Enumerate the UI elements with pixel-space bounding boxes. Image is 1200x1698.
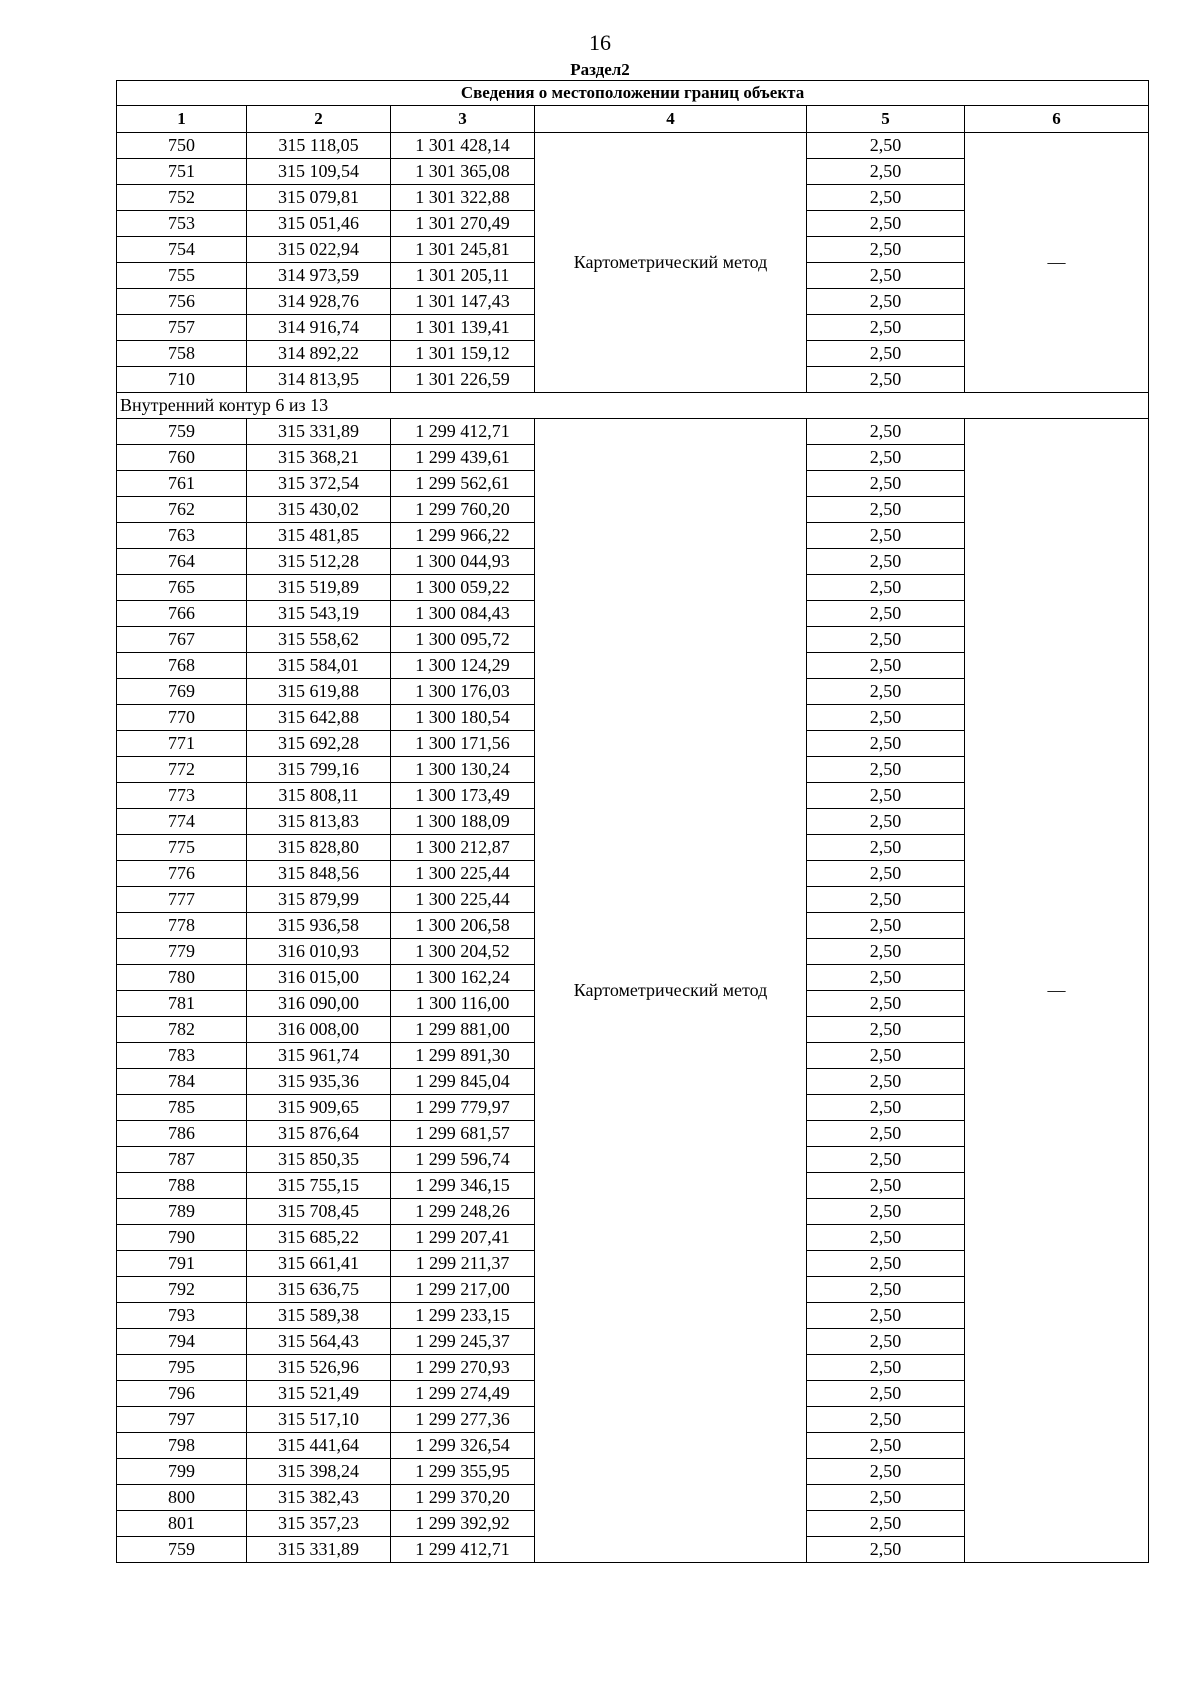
x-coordinate-cell: 315 661,41 bbox=[247, 1251, 391, 1277]
point-number-cell: 793 bbox=[117, 1303, 247, 1329]
point-number-cell: 785 bbox=[117, 1095, 247, 1121]
x-coordinate-cell: 315 109,54 bbox=[247, 159, 391, 185]
point-number-cell: 799 bbox=[117, 1459, 247, 1485]
x-coordinate-cell: 315 372,54 bbox=[247, 471, 391, 497]
y-coordinate-cell: 1 299 355,95 bbox=[391, 1459, 535, 1485]
x-coordinate-cell: 315 876,64 bbox=[247, 1121, 391, 1147]
point-number-cell: 795 bbox=[117, 1355, 247, 1381]
point-number-cell: 773 bbox=[117, 783, 247, 809]
x-coordinate-cell: 315 828,80 bbox=[247, 835, 391, 861]
point-number-cell: 800 bbox=[117, 1485, 247, 1511]
column-header: 5 bbox=[807, 106, 965, 133]
accuracy-cell: 2,50 bbox=[807, 341, 965, 367]
y-coordinate-cell: 1 299 779,97 bbox=[391, 1095, 535, 1121]
point-number-cell: 778 bbox=[117, 913, 247, 939]
y-coordinate-cell: 1 299 412,71 bbox=[391, 1537, 535, 1563]
y-coordinate-cell: 1 299 346,15 bbox=[391, 1173, 535, 1199]
accuracy-cell: 2,50 bbox=[807, 1277, 965, 1303]
y-coordinate-cell: 1 301 147,43 bbox=[391, 289, 535, 315]
table-body bbox=[117, 81, 1149, 1563]
x-coordinate-cell: 315 368,21 bbox=[247, 445, 391, 471]
accuracy-cell: 2,50 bbox=[807, 783, 965, 809]
point-number-cell: 758 bbox=[117, 341, 247, 367]
y-coordinate-cell: 1 299 966,22 bbox=[391, 523, 535, 549]
x-coordinate-cell: 315 441,64 bbox=[247, 1433, 391, 1459]
x-coordinate-cell: 315 430,02 bbox=[247, 497, 391, 523]
accuracy-cell: 2,50 bbox=[807, 653, 965, 679]
point-number-cell: 787 bbox=[117, 1147, 247, 1173]
x-coordinate-cell: 315 526,96 bbox=[247, 1355, 391, 1381]
point-number-cell: 798 bbox=[117, 1433, 247, 1459]
y-coordinate-cell: 1 300 116,00 bbox=[391, 991, 535, 1017]
table-row bbox=[117, 419, 1149, 445]
point-number-cell: 780 bbox=[117, 965, 247, 991]
y-coordinate-cell: 1 299 248,26 bbox=[391, 1199, 535, 1225]
x-coordinate-cell: 315 848,56 bbox=[247, 861, 391, 887]
point-number-cell: 797 bbox=[117, 1407, 247, 1433]
accuracy-cell: 2,50 bbox=[807, 1459, 965, 1485]
col6-cell: — bbox=[965, 133, 1149, 393]
accuracy-cell: 2,50 bbox=[807, 1485, 965, 1511]
accuracy-cell: 2,50 bbox=[807, 705, 965, 731]
y-coordinate-cell: 1 299 412,71 bbox=[391, 419, 535, 445]
accuracy-cell: 2,50 bbox=[807, 1433, 965, 1459]
point-number-cell: 755 bbox=[117, 263, 247, 289]
x-coordinate-cell: 315 850,35 bbox=[247, 1147, 391, 1173]
y-coordinate-cell: 1 299 392,92 bbox=[391, 1511, 535, 1537]
point-number-cell: 757 bbox=[117, 315, 247, 341]
point-number-cell: 781 bbox=[117, 991, 247, 1017]
point-number-cell: 776 bbox=[117, 861, 247, 887]
accuracy-cell: 2,50 bbox=[807, 185, 965, 211]
column-header: 3 bbox=[391, 106, 535, 133]
column-header: 4 bbox=[535, 106, 807, 133]
y-coordinate-cell: 1 299 562,61 bbox=[391, 471, 535, 497]
point-number-cell: 774 bbox=[117, 809, 247, 835]
point-number-cell: 766 bbox=[117, 601, 247, 627]
y-coordinate-cell: 1 301 322,88 bbox=[391, 185, 535, 211]
x-coordinate-cell: 315 079,81 bbox=[247, 185, 391, 211]
point-number-cell: 765 bbox=[117, 575, 247, 601]
point-number-cell: 768 bbox=[117, 653, 247, 679]
y-coordinate-cell: 1 300 173,49 bbox=[391, 783, 535, 809]
contour-label: Внутренний контур 6 из 13 bbox=[117, 393, 1149, 419]
accuracy-cell: 2,50 bbox=[807, 835, 965, 861]
x-coordinate-cell: 315 755,15 bbox=[247, 1173, 391, 1199]
y-coordinate-cell: 1 300 124,29 bbox=[391, 653, 535, 679]
point-number-cell: 782 bbox=[117, 1017, 247, 1043]
point-number-cell: 767 bbox=[117, 627, 247, 653]
point-number-cell: 779 bbox=[117, 939, 247, 965]
y-coordinate-cell: 1 300 204,52 bbox=[391, 939, 535, 965]
point-number-cell: 783 bbox=[117, 1043, 247, 1069]
x-coordinate-cell: 316 008,00 bbox=[247, 1017, 391, 1043]
x-coordinate-cell: 315 398,24 bbox=[247, 1459, 391, 1485]
point-number-cell: 764 bbox=[117, 549, 247, 575]
y-coordinate-cell: 1 300 162,24 bbox=[391, 965, 535, 991]
x-coordinate-cell: 315 543,19 bbox=[247, 601, 391, 627]
accuracy-cell: 2,50 bbox=[807, 289, 965, 315]
accuracy-cell: 2,50 bbox=[807, 601, 965, 627]
y-coordinate-cell: 1 300 176,03 bbox=[391, 679, 535, 705]
column-header: 6 bbox=[965, 106, 1149, 133]
x-coordinate-cell: 315 935,36 bbox=[247, 1069, 391, 1095]
point-number-cell: 754 bbox=[117, 237, 247, 263]
accuracy-cell: 2,50 bbox=[807, 1537, 965, 1563]
point-number-cell: 775 bbox=[117, 835, 247, 861]
accuracy-cell: 2,50 bbox=[807, 627, 965, 653]
y-coordinate-cell: 1 300 130,24 bbox=[391, 757, 535, 783]
x-coordinate-cell: 315 685,22 bbox=[247, 1225, 391, 1251]
y-coordinate-cell: 1 299 207,41 bbox=[391, 1225, 535, 1251]
y-coordinate-cell: 1 300 044,93 bbox=[391, 549, 535, 575]
x-coordinate-cell: 315 521,49 bbox=[247, 1381, 391, 1407]
x-coordinate-cell: 314 973,59 bbox=[247, 263, 391, 289]
table-caption: Сведения о местоположении границ объекта bbox=[117, 81, 1149, 106]
x-coordinate-cell: 315 909,65 bbox=[247, 1095, 391, 1121]
y-coordinate-cell: 1 301 428,14 bbox=[391, 133, 535, 159]
accuracy-cell: 2,50 bbox=[807, 211, 965, 237]
table-caption-row bbox=[117, 81, 1149, 106]
point-number-cell: 762 bbox=[117, 497, 247, 523]
x-coordinate-cell: 315 331,89 bbox=[247, 1537, 391, 1563]
accuracy-cell: 2,50 bbox=[807, 575, 965, 601]
y-coordinate-cell: 1 300 225,44 bbox=[391, 887, 535, 913]
accuracy-cell: 2,50 bbox=[807, 133, 965, 159]
accuracy-cell: 2,50 bbox=[807, 1069, 965, 1095]
y-coordinate-cell: 1 300 188,09 bbox=[391, 809, 535, 835]
accuracy-cell: 2,50 bbox=[807, 1043, 965, 1069]
accuracy-cell: 2,50 bbox=[807, 1407, 965, 1433]
accuracy-cell: 2,50 bbox=[807, 731, 965, 757]
x-coordinate-cell: 315 331,89 bbox=[247, 419, 391, 445]
y-coordinate-cell: 1 299 233,15 bbox=[391, 1303, 535, 1329]
accuracy-cell: 2,50 bbox=[807, 1329, 965, 1355]
x-coordinate-cell: 314 892,22 bbox=[247, 341, 391, 367]
accuracy-cell: 2,50 bbox=[807, 1199, 965, 1225]
y-coordinate-cell: 1 300 059,22 bbox=[391, 575, 535, 601]
accuracy-cell: 2,50 bbox=[807, 1147, 965, 1173]
accuracy-cell: 2,50 bbox=[807, 367, 965, 393]
accuracy-cell: 2,50 bbox=[807, 445, 965, 471]
accuracy-cell: 2,50 bbox=[807, 1355, 965, 1381]
y-coordinate-cell: 1 299 891,30 bbox=[391, 1043, 535, 1069]
point-number-cell: 770 bbox=[117, 705, 247, 731]
accuracy-cell: 2,50 bbox=[807, 809, 965, 835]
x-coordinate-cell: 315 519,89 bbox=[247, 575, 391, 601]
x-coordinate-cell: 315 022,94 bbox=[247, 237, 391, 263]
contour-label-row bbox=[117, 393, 1149, 419]
point-number-cell: 784 bbox=[117, 1069, 247, 1095]
y-coordinate-cell: 1 299 277,36 bbox=[391, 1407, 535, 1433]
accuracy-cell: 2,50 bbox=[807, 549, 965, 575]
y-coordinate-cell: 1 300 212,87 bbox=[391, 835, 535, 861]
coordinates-table bbox=[116, 80, 1149, 1563]
x-coordinate-cell: 315 619,88 bbox=[247, 679, 391, 705]
column-header: 1 bbox=[117, 106, 247, 133]
accuracy-cell: 2,50 bbox=[807, 1095, 965, 1121]
point-number-cell: 794 bbox=[117, 1329, 247, 1355]
y-coordinate-cell: 1 301 205,11 bbox=[391, 263, 535, 289]
accuracy-cell: 2,50 bbox=[807, 757, 965, 783]
y-coordinate-cell: 1 299 439,61 bbox=[391, 445, 535, 471]
y-coordinate-cell: 1 299 217,00 bbox=[391, 1277, 535, 1303]
method-cell: Картометрический метод bbox=[535, 133, 807, 393]
point-number-cell: 710 bbox=[117, 367, 247, 393]
y-coordinate-cell: 1 299 211,37 bbox=[391, 1251, 535, 1277]
accuracy-cell: 2,50 bbox=[807, 315, 965, 341]
y-coordinate-cell: 1 301 365,08 bbox=[391, 159, 535, 185]
accuracy-cell: 2,50 bbox=[807, 1173, 965, 1199]
method-cell: Картометрический метод bbox=[535, 419, 807, 1563]
x-coordinate-cell: 314 813,95 bbox=[247, 367, 391, 393]
accuracy-cell: 2,50 bbox=[807, 497, 965, 523]
accuracy-cell: 2,50 bbox=[807, 679, 965, 705]
accuracy-cell: 2,50 bbox=[807, 887, 965, 913]
accuracy-cell: 2,50 bbox=[807, 1251, 965, 1277]
y-coordinate-cell: 1 301 245,81 bbox=[391, 237, 535, 263]
point-number-cell: 777 bbox=[117, 887, 247, 913]
x-coordinate-cell: 315 961,74 bbox=[247, 1043, 391, 1069]
point-number-cell: 771 bbox=[117, 731, 247, 757]
point-number-cell: 753 bbox=[117, 211, 247, 237]
point-number-cell: 792 bbox=[117, 1277, 247, 1303]
accuracy-cell: 2,50 bbox=[807, 1121, 965, 1147]
y-coordinate-cell: 1 300 206,58 bbox=[391, 913, 535, 939]
y-coordinate-cell: 1 299 326,54 bbox=[391, 1433, 535, 1459]
point-number-cell: 790 bbox=[117, 1225, 247, 1251]
column-header: 2 bbox=[247, 106, 391, 133]
x-coordinate-cell: 315 589,38 bbox=[247, 1303, 391, 1329]
y-coordinate-cell: 1 299 245,37 bbox=[391, 1329, 535, 1355]
y-coordinate-cell: 1 300 225,44 bbox=[391, 861, 535, 887]
x-coordinate-cell: 315 642,88 bbox=[247, 705, 391, 731]
x-coordinate-cell: 315 118,05 bbox=[247, 133, 391, 159]
y-coordinate-cell: 1 301 270,49 bbox=[391, 211, 535, 237]
point-number-cell: 759 bbox=[117, 1537, 247, 1563]
x-coordinate-cell: 315 636,75 bbox=[247, 1277, 391, 1303]
accuracy-cell: 2,50 bbox=[807, 1303, 965, 1329]
x-coordinate-cell: 315 382,43 bbox=[247, 1485, 391, 1511]
accuracy-cell: 2,50 bbox=[807, 159, 965, 185]
accuracy-cell: 2,50 bbox=[807, 1225, 965, 1251]
point-number-cell: 788 bbox=[117, 1173, 247, 1199]
col6-cell: — bbox=[965, 419, 1149, 1563]
y-coordinate-cell: 1 299 596,74 bbox=[391, 1147, 535, 1173]
x-coordinate-cell: 315 813,83 bbox=[247, 809, 391, 835]
accuracy-cell: 2,50 bbox=[807, 991, 965, 1017]
y-coordinate-cell: 1 300 180,54 bbox=[391, 705, 535, 731]
x-coordinate-cell: 315 708,45 bbox=[247, 1199, 391, 1225]
point-number-cell: 752 bbox=[117, 185, 247, 211]
x-coordinate-cell: 314 928,76 bbox=[247, 289, 391, 315]
x-coordinate-cell: 315 051,46 bbox=[247, 211, 391, 237]
x-coordinate-cell: 315 564,43 bbox=[247, 1329, 391, 1355]
accuracy-cell: 2,50 bbox=[807, 263, 965, 289]
y-coordinate-cell: 1 299 274,49 bbox=[391, 1381, 535, 1407]
point-number-cell: 796 bbox=[117, 1381, 247, 1407]
y-coordinate-cell: 1 299 881,00 bbox=[391, 1017, 535, 1043]
y-coordinate-cell: 1 301 139,41 bbox=[391, 315, 535, 341]
point-number-cell: 791 bbox=[117, 1251, 247, 1277]
x-coordinate-cell: 315 808,11 bbox=[247, 783, 391, 809]
point-number-cell: 760 bbox=[117, 445, 247, 471]
column-header-row bbox=[117, 106, 1149, 133]
y-coordinate-cell: 1 299 270,93 bbox=[391, 1355, 535, 1381]
y-coordinate-cell: 1 299 370,20 bbox=[391, 1485, 535, 1511]
section-title: Раздел2 bbox=[570, 60, 630, 79]
accuracy-cell: 2,50 bbox=[807, 1017, 965, 1043]
accuracy-cell: 2,50 bbox=[807, 523, 965, 549]
accuracy-cell: 2,50 bbox=[807, 939, 965, 965]
page-number: 16 bbox=[589, 30, 611, 55]
x-coordinate-cell: 316 090,00 bbox=[247, 991, 391, 1017]
y-coordinate-cell: 1 300 084,43 bbox=[391, 601, 535, 627]
point-number-cell: 772 bbox=[117, 757, 247, 783]
y-coordinate-cell: 1 299 760,20 bbox=[391, 497, 535, 523]
x-coordinate-cell: 315 512,28 bbox=[247, 549, 391, 575]
table-row bbox=[117, 133, 1149, 159]
accuracy-cell: 2,50 bbox=[807, 237, 965, 263]
accuracy-cell: 2,50 bbox=[807, 861, 965, 887]
point-number-cell: 801 bbox=[117, 1511, 247, 1537]
y-coordinate-cell: 1 299 681,57 bbox=[391, 1121, 535, 1147]
point-number-cell: 759 bbox=[117, 419, 247, 445]
point-number-cell: 769 bbox=[117, 679, 247, 705]
y-coordinate-cell: 1 301 159,12 bbox=[391, 341, 535, 367]
x-coordinate-cell: 315 584,01 bbox=[247, 653, 391, 679]
accuracy-cell: 2,50 bbox=[807, 965, 965, 991]
accuracy-cell: 2,50 bbox=[807, 1511, 965, 1537]
x-coordinate-cell: 315 357,23 bbox=[247, 1511, 391, 1537]
point-number-cell: 786 bbox=[117, 1121, 247, 1147]
point-number-cell: 750 bbox=[117, 133, 247, 159]
point-number-cell: 761 bbox=[117, 471, 247, 497]
point-number-cell: 789 bbox=[117, 1199, 247, 1225]
x-coordinate-cell: 315 692,28 bbox=[247, 731, 391, 757]
point-number-cell: 751 bbox=[117, 159, 247, 185]
accuracy-cell: 2,50 bbox=[807, 913, 965, 939]
y-coordinate-cell: 1 301 226,59 bbox=[391, 367, 535, 393]
y-coordinate-cell: 1 300 095,72 bbox=[391, 627, 535, 653]
x-coordinate-cell: 315 558,62 bbox=[247, 627, 391, 653]
y-coordinate-cell: 1 299 845,04 bbox=[391, 1069, 535, 1095]
x-coordinate-cell: 315 879,99 bbox=[247, 887, 391, 913]
accuracy-cell: 2,50 bbox=[807, 471, 965, 497]
x-coordinate-cell: 314 916,74 bbox=[247, 315, 391, 341]
point-number-cell: 756 bbox=[117, 289, 247, 315]
accuracy-cell: 2,50 bbox=[807, 419, 965, 445]
accuracy-cell: 2,50 bbox=[807, 1381, 965, 1407]
x-coordinate-cell: 315 481,85 bbox=[247, 523, 391, 549]
point-number-cell: 763 bbox=[117, 523, 247, 549]
y-coordinate-cell: 1 300 171,56 bbox=[391, 731, 535, 757]
x-coordinate-cell: 316 015,00 bbox=[247, 965, 391, 991]
x-coordinate-cell: 316 010,93 bbox=[247, 939, 391, 965]
x-coordinate-cell: 315 517,10 bbox=[247, 1407, 391, 1433]
x-coordinate-cell: 315 799,16 bbox=[247, 757, 391, 783]
x-coordinate-cell: 315 936,58 bbox=[247, 913, 391, 939]
